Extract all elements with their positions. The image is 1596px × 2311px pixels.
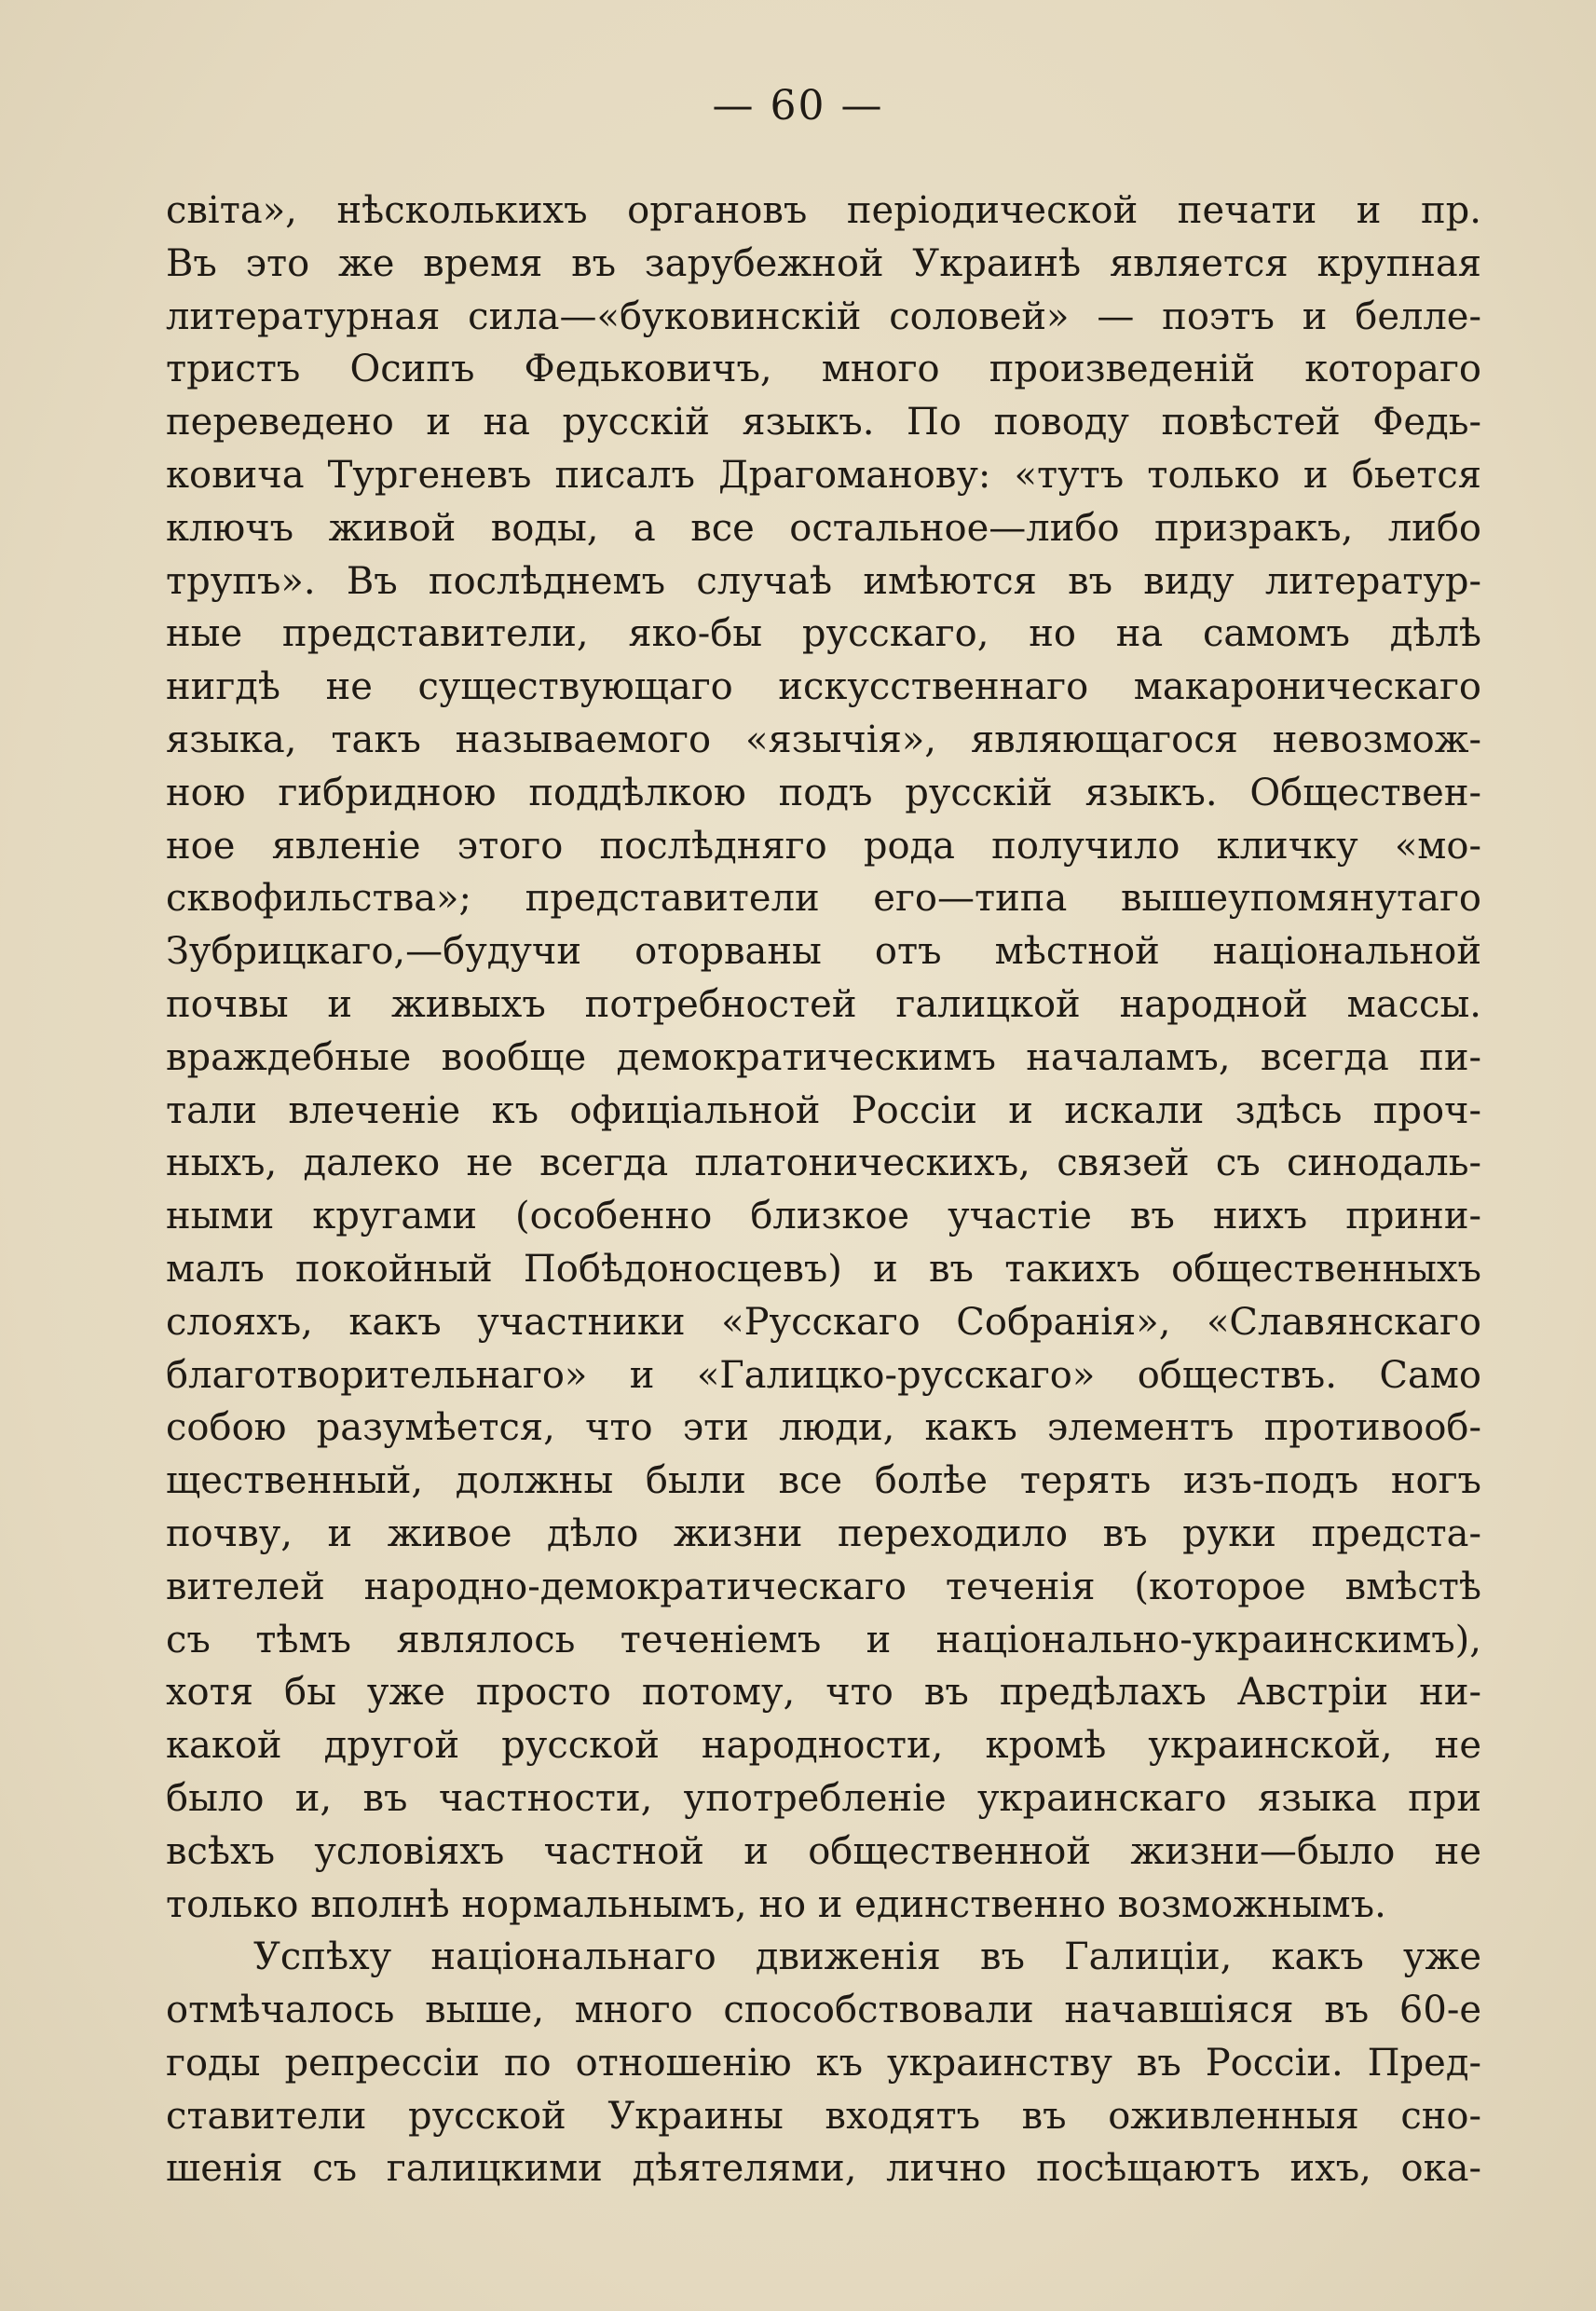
text-line: ныхъ, далеко не всегда платоническихъ, связей съ синодаль- (166, 1142, 1481, 1185)
text-line: тали влеченіе къ офиціальной Россіи и искали здѣсь проч- (166, 1088, 1481, 1132)
text-line: съ тѣмъ являлось теченіемъ и національно-украинскимъ), (166, 1618, 1481, 1661)
text-line: всѣхъ условіяхъ частной и общественной жизни—было не (166, 1829, 1481, 1873)
text-line: світа», нѣсколькихъ органовъ періодической печати и пр. (166, 189, 1481, 232)
text-line: Зубрицкаго,—будучи оторваны отъ мѣстной національной (166, 930, 1481, 974)
text-line: почвы и живыхъ потребностей галицкой народной массы. (166, 982, 1481, 1026)
text-line: годы репрессіи по отношенію къ украинству въ Россіи. Пред- (166, 2041, 1481, 2085)
text-line: языка, такъ называемого «язычія», являющагося невозмож- (166, 718, 1481, 761)
text-line: литературная сила—«буковинскій соловей» — поэтъ и белле- (166, 294, 1481, 338)
text-line: почву, и живое дѣло жизни переходило въ руки предста- (166, 1511, 1481, 1555)
text-line: хотя бы уже просто потому, что въ предѣлахъ Австріи ни- (166, 1671, 1481, 1715)
text-line: враждебные вообще демократическимъ началамъ, всегда пи- (166, 1035, 1481, 1079)
text-line: вителей народно-демократическаго теченія (которое вмѣстѣ (166, 1565, 1481, 1608)
text-line: ные представители, яко-бы русскаго, но на самомъ дѣлѣ (166, 612, 1481, 656)
page-number: — 60 — (712, 82, 884, 130)
text-line: собою разумѣется, что эти люди, какъ элементъ противооб- (166, 1406, 1481, 1450)
text-line: трупъ». Въ послѣднемъ случаѣ имѣются въ виду литератур- (166, 559, 1481, 603)
text-line: ное явленіе этого послѣдняго рода получило кличку «мо- (166, 824, 1481, 868)
text-line: нигдѣ не существующаго искусственнаго макароническаго (166, 665, 1481, 709)
text-line: переведено и на русскій языкъ. По поводу повѣстей Федь- (166, 401, 1481, 444)
text-line: ною гибридною поддѣлкою подъ русскій языкъ. Обществен- (166, 771, 1481, 814)
text-line: ставители русской Украины входятъ въ оживленныя сно- (166, 2094, 1481, 2138)
text-line: сквофильства»; представители его—типа вышеупомянутаго (166, 877, 1481, 921)
text-line: отмѣчалось выше, много способствовали начавшіяся въ 60-е (166, 1989, 1481, 2032)
text-line: шенія съ галицкими дѣятелями, лично посѣщаютъ ихъ, ока- (166, 2147, 1481, 2191)
text-line: щественный, должны были все болѣе терять изъ-подъ ногъ (166, 1459, 1481, 1503)
text-line: какой другой русской народности, кромѣ украинской, не (166, 1724, 1481, 1768)
text-line: малъ покойный Побѣдоносцевъ) и въ такихъ общественныхъ (166, 1247, 1481, 1291)
text-line: Успѣху національнаго движенія въ Галиціи, какъ уже (253, 1935, 1481, 1979)
text-line: благотворительнаго» и «Галицко-русскаго» обществъ. Само (166, 1353, 1481, 1397)
text-line: ключъ живой воды, а все остальное—либо призракъ, либо (166, 506, 1481, 550)
text-line: слояхъ, какъ участники «Русскаго Собранія», «Славянскаго (166, 1300, 1481, 1344)
text-line: Въ это же время въ зарубежной Украинѣ является крупная (166, 241, 1481, 285)
text-line: было и, въ частности, употребленіе украинскаго языка при (166, 1776, 1481, 1820)
text-line: тристъ Осипъ Федьковичъ, много произведеній котораго (166, 348, 1481, 391)
body-text (166, 185, 1481, 2195)
text-line: ковича Тургеневъ писалъ Драгоманову: «тутъ только и бьется (166, 453, 1481, 497)
text-line: ными кругами (особенно близкое участіе въ нихъ прини- (166, 1195, 1481, 1238)
text-line: только вполнѣ нормальнымъ, но и единственно возможнымъ. (166, 1882, 1386, 1926)
